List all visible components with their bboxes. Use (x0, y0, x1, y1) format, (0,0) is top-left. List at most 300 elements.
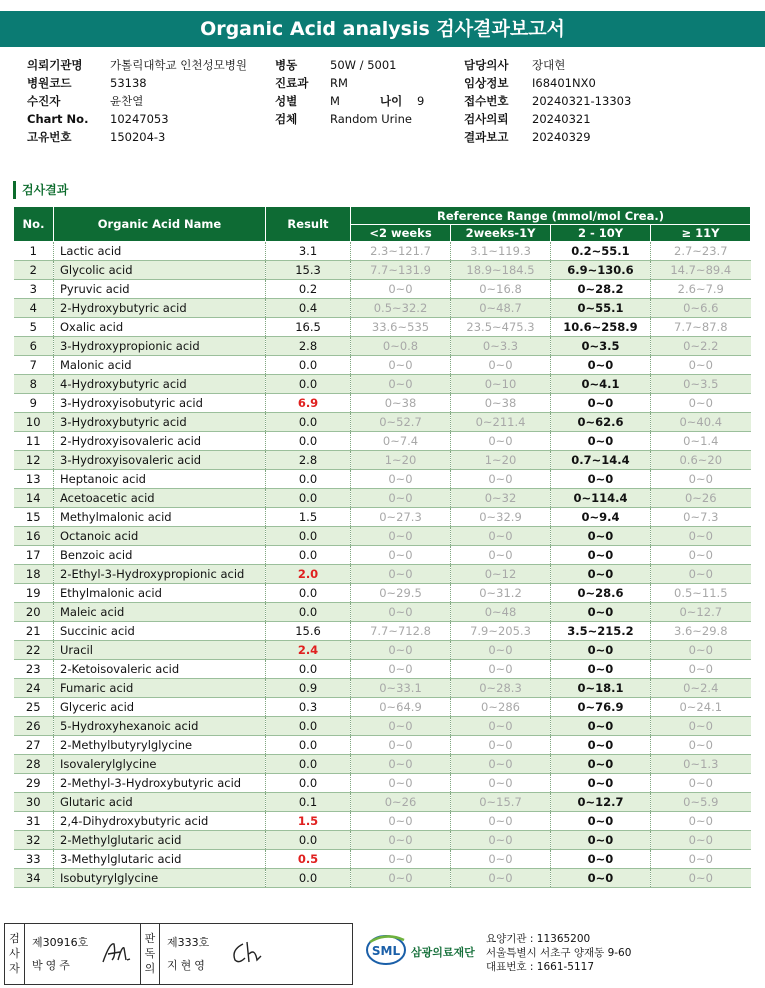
cell-result: 15.6 (266, 622, 351, 641)
cell-ref-2w1y: 23.5~475.3 (451, 318, 551, 337)
cell-ref-ge11y: 0~0 (651, 812, 751, 831)
cell-ref-ge11y: 0~7.3 (651, 508, 751, 527)
cell-ref-2-10y: 0~0 (551, 869, 651, 888)
cell-name: Glyceric acid (54, 698, 266, 717)
cell-ref-lt2w: 0~29.5 (351, 584, 451, 603)
cell-no: 2 (14, 261, 54, 280)
cell-ref-2w1y: 3.1~119.3 (451, 242, 551, 261)
patient-label: 수진자 (27, 94, 61, 108)
cell-ref-2-10y: 0~4.1 (551, 375, 651, 394)
cell-ref-2-10y: 0~0 (551, 812, 651, 831)
cell-ref-2-10y: 0~0 (551, 774, 651, 793)
table-row (14, 565, 751, 584)
inspector-signature-icon (100, 938, 132, 966)
cell-ref-2-10y: 6.9~130.6 (551, 261, 651, 280)
table-row (14, 850, 751, 869)
cell-ref-2w1y: 0~0 (451, 356, 551, 375)
cell-name: 2-Methyl-3-Hydroxybutyric acid (54, 774, 266, 793)
cell-ref-2w1y: 0~0 (451, 546, 551, 565)
cell-no: 29 (14, 774, 54, 793)
cell-result: 1.5 (266, 508, 351, 527)
table-row (14, 812, 751, 831)
cell-result: 0.0 (266, 546, 351, 565)
table-row (14, 299, 751, 318)
cell-ref-2w1y: 0~0 (451, 470, 551, 489)
cell-ref-2-10y: 0~0 (551, 850, 651, 869)
cell-result: 0.1 (266, 793, 351, 812)
cell-no: 30 (14, 793, 54, 812)
cell-name: 2,4-Dihydroxybutyric acid (54, 812, 266, 831)
cell-name: Fumaric acid (54, 679, 266, 698)
sex-value: M (330, 94, 340, 108)
table-row (14, 641, 751, 660)
table-row (14, 831, 751, 850)
cell-ref-lt2w: 0~0 (351, 489, 451, 508)
cell-no: 20 (14, 603, 54, 622)
cell-ref-2w1y: 18.9~184.5 (451, 261, 551, 280)
header-ref-2w1y: 2weeks-1Y (451, 225, 551, 242)
header-result: Result (266, 207, 351, 242)
cell-ref-2-10y: 0~0 (551, 603, 651, 622)
cell-ref-2w1y: 7.9~205.3 (451, 622, 551, 641)
inspector-cell (26, 924, 140, 984)
cell-no: 22 (14, 641, 54, 660)
chart-value: 10247053 (110, 112, 169, 126)
cell-no: 19 (14, 584, 54, 603)
cell-name: 2-Ethyl-3-Hydroxypropionic acid (54, 565, 266, 584)
cell-ref-2w1y: 0~0 (451, 432, 551, 451)
cell-result: 2.0 (266, 565, 351, 584)
table-row (14, 242, 751, 261)
cell-name: 2-Methylbutyrylglycine (54, 736, 266, 755)
patient-name: 윤찬열 (110, 94, 144, 108)
table-row (14, 280, 751, 299)
table-row (14, 261, 751, 280)
table-row (14, 432, 751, 451)
cell-ref-lt2w: 0~0 (351, 660, 451, 679)
cell-ref-2w1y: 0~0 (451, 717, 551, 736)
cell-ref-2-10y: 0~0 (551, 470, 651, 489)
cell-ref-ge11y: 0~1.4 (651, 432, 751, 451)
patient-info (27, 56, 747, 146)
cell-ref-ge11y: 0~26 (651, 489, 751, 508)
svg-text:SML: SML (371, 944, 401, 958)
cell-result: 0.0 (266, 432, 351, 451)
table-row (14, 755, 751, 774)
cell-ref-2-10y: 0~0 (551, 432, 651, 451)
table-row (14, 660, 751, 679)
cell-ref-lt2w: 33.6~535 (351, 318, 451, 337)
cell-name: Malonic acid (54, 356, 266, 375)
table-row (14, 679, 751, 698)
cell-result: 0.5 (266, 850, 351, 869)
report-title: Organic Acid analysis 검사결과보고서 (0, 11, 765, 47)
report-label: 결과보고 (464, 130, 509, 144)
cell-ref-lt2w: 0~0 (351, 831, 451, 850)
header-ref-ge11y: ≥ 11Y (651, 225, 751, 242)
cell-ref-2-10y: 0~28.2 (551, 280, 651, 299)
cell-name: 3-Hydroxyisobutyric acid (54, 394, 266, 413)
reviewer-signature-icon (227, 938, 267, 966)
hospital-code-label: 병원코드 (27, 76, 72, 90)
cell-ref-2-10y: 0~55.1 (551, 299, 651, 318)
receipt-value: 20240321-13303 (532, 94, 632, 108)
hospital-value: 가톨릭대학교 인천성모병원 (110, 58, 247, 72)
cell-ref-lt2w: 0~0 (351, 774, 451, 793)
cell-no: 28 (14, 755, 54, 774)
cell-ref-2w1y: 0~0 (451, 812, 551, 831)
results-table (13, 206, 751, 888)
cell-ref-ge11y: 0~24.1 (651, 698, 751, 717)
doctor-label: 담당의사 (464, 58, 509, 72)
cell-name: Glycolic acid (54, 261, 266, 280)
cell-result: 2.4 (266, 641, 351, 660)
header-no: No. (14, 207, 54, 242)
cell-no: 18 (14, 565, 54, 584)
cell-ref-2w1y: 0~0 (451, 527, 551, 546)
cell-ref-2-10y: 0~3.5 (551, 337, 651, 356)
cell-ref-ge11y: 0~0 (651, 774, 751, 793)
cell-no: 26 (14, 717, 54, 736)
table-row (14, 337, 751, 356)
cell-no: 34 (14, 869, 54, 888)
cell-name: Lactic acid (54, 242, 266, 261)
cell-ref-2w1y: 0~28.3 (451, 679, 551, 698)
cell-no: 1 (14, 242, 54, 261)
cell-ref-ge11y: 0~2.2 (651, 337, 751, 356)
table-row (14, 508, 751, 527)
cell-name: 2-Ketoisovaleric acid (54, 660, 266, 679)
cell-ref-lt2w: 0~0 (351, 641, 451, 660)
cell-name: 3-Methylglutaric acid (54, 850, 266, 869)
cell-name: 5-Hydroxyhexanoic acid (54, 717, 266, 736)
cell-ref-lt2w: 0~0 (351, 546, 451, 565)
cell-ref-ge11y: 0~0 (651, 394, 751, 413)
cell-ref-lt2w: 0~0 (351, 470, 451, 489)
cell-name: Acetoacetic acid (54, 489, 266, 508)
cell-no: 17 (14, 546, 54, 565)
cell-ref-lt2w: 0~0 (351, 755, 451, 774)
cell-ref-2-10y: 0~0 (551, 565, 651, 584)
cell-ref-2-10y: 0~114.4 (551, 489, 651, 508)
org-phone: 대표번호 : 1661-5117 (486, 961, 595, 973)
table-row (14, 717, 751, 736)
reviewer-label: 판 독 의 (140, 924, 160, 984)
cell-ref-ge11y: 0~0 (651, 641, 751, 660)
unique-value: 150204-3 (110, 130, 166, 144)
cell-ref-ge11y: 0~0 (651, 850, 751, 869)
unique-label: 고유번호 (27, 130, 72, 144)
cell-no: 33 (14, 850, 54, 869)
cell-no: 23 (14, 660, 54, 679)
cell-result: 0.9 (266, 679, 351, 698)
hospital-label: 의뢰기관명 (27, 58, 83, 72)
cell-result: 0.0 (266, 736, 351, 755)
cell-ref-lt2w: 0~0 (351, 869, 451, 888)
cell-name: Benzoic acid (54, 546, 266, 565)
cell-name: 4-Hydroxybutyric acid (54, 375, 266, 394)
cell-result: 2.8 (266, 451, 351, 470)
cell-no: 25 (14, 698, 54, 717)
cell-no: 13 (14, 470, 54, 489)
org-address: 서울특별시 서초구 양재동 9-60 (486, 947, 632, 959)
cell-ref-2-10y: 0~0 (551, 356, 651, 375)
cell-result: 0.0 (266, 774, 351, 793)
table-row (14, 793, 751, 812)
cell-name: 3-Hydroxypropionic acid (54, 337, 266, 356)
cell-ref-2-10y: 0~9.4 (551, 508, 651, 527)
cell-result: 0.3 (266, 698, 351, 717)
cell-ref-lt2w: 0~33.1 (351, 679, 451, 698)
cell-result: 0.0 (266, 413, 351, 432)
cell-no: 27 (14, 736, 54, 755)
cell-no: 14 (14, 489, 54, 508)
cell-name: 3-Hydroxybutyric acid (54, 413, 266, 432)
request-label: 검사의뢰 (464, 112, 509, 126)
reviewer-license: 제333호 (167, 936, 210, 949)
cell-no: 21 (14, 622, 54, 641)
cell-result: 0.0 (266, 527, 351, 546)
cell-ref-ge11y: 0~0 (651, 660, 751, 679)
cell-result: 6.9 (266, 394, 351, 413)
specimen-label: 검체 (275, 112, 298, 126)
section-title: 검사결과 (13, 181, 68, 199)
cell-no: 11 (14, 432, 54, 451)
cell-ref-lt2w: 0~0 (351, 736, 451, 755)
cell-name: Isovalerylglycine (54, 755, 266, 774)
cell-ref-lt2w: 1~20 (351, 451, 451, 470)
cell-ref-2w1y: 0~0 (451, 831, 551, 850)
cell-ref-2w1y: 0~48.7 (451, 299, 551, 318)
cell-ref-lt2w: 0.5~32.2 (351, 299, 451, 318)
table-row (14, 394, 751, 413)
cell-no: 7 (14, 356, 54, 375)
cell-result: 0.0 (266, 375, 351, 394)
cell-ref-2w1y: 0~48 (451, 603, 551, 622)
cell-result: 16.5 (266, 318, 351, 337)
cell-ref-lt2w: 0~0 (351, 356, 451, 375)
hospital-code-value: 53138 (110, 76, 147, 90)
cell-no: 32 (14, 831, 54, 850)
cell-ref-ge11y: 0~0 (651, 869, 751, 888)
cell-ref-ge11y: 2.7~23.7 (651, 242, 751, 261)
cell-name: 2-Hydroxybutyric acid (54, 299, 266, 318)
table-row (14, 736, 751, 755)
cell-name: Methylmalonic acid (54, 508, 266, 527)
cell-ref-ge11y: 0~0 (651, 831, 751, 850)
cell-result: 0.4 (266, 299, 351, 318)
table-row (14, 356, 751, 375)
cell-ref-lt2w: 0~64.9 (351, 698, 451, 717)
request-value: 20240321 (532, 112, 591, 126)
cell-name: Isobutyrylglycine (54, 869, 266, 888)
cell-ref-ge11y: 7.7~87.8 (651, 318, 751, 337)
cell-ref-2-10y: 0~12.7 (551, 793, 651, 812)
cell-ref-lt2w: 0~0 (351, 527, 451, 546)
cell-ref-lt2w: 0~0 (351, 375, 451, 394)
clinical-label: 임상정보 (464, 76, 509, 90)
cell-no: 4 (14, 299, 54, 318)
table-row (14, 489, 751, 508)
cell-ref-2w1y: 1~20 (451, 451, 551, 470)
cell-name: Glutaric acid (54, 793, 266, 812)
age-label: 나이 (380, 94, 403, 108)
cell-ref-2-10y: 0~0 (551, 755, 651, 774)
cell-ref-2-10y: 0~76.9 (551, 698, 651, 717)
table-row (14, 451, 751, 470)
cell-name: Pyruvic acid (54, 280, 266, 299)
cell-ref-ge11y: 14.7~89.4 (651, 261, 751, 280)
cell-ref-ge11y: 0.5~11.5 (651, 584, 751, 603)
cell-ref-ge11y: 0~1.3 (651, 755, 751, 774)
cell-ref-lt2w: 0~0 (351, 565, 451, 584)
cell-ref-2w1y: 0~0 (451, 850, 551, 869)
cell-ref-2w1y: 0~32 (451, 489, 551, 508)
cell-name: Heptanoic acid (54, 470, 266, 489)
ward-label: 병동 (275, 58, 298, 72)
cell-ref-ge11y: 0~0 (651, 736, 751, 755)
cell-no: 24 (14, 679, 54, 698)
cell-result: 0.2 (266, 280, 351, 299)
org-info (486, 932, 631, 974)
cell-no: 31 (14, 812, 54, 831)
org-name: 삼광의료재단 (411, 946, 475, 959)
cell-ref-2w1y: 0~0 (451, 774, 551, 793)
cell-ref-2-10y: 0~0 (551, 717, 651, 736)
table-row (14, 622, 751, 641)
cell-ref-lt2w: 0~38 (351, 394, 451, 413)
cell-ref-2w1y: 0~31.2 (451, 584, 551, 603)
cell-ref-2-10y: 0~0 (551, 527, 651, 546)
cell-result: 1.5 (266, 812, 351, 831)
cell-result: 2.8 (266, 337, 351, 356)
cell-ref-ge11y: 0~0 (651, 546, 751, 565)
table-row (14, 698, 751, 717)
cell-result: 0.0 (266, 584, 351, 603)
inspector-label: 검 사 자 (5, 924, 25, 984)
cell-ref-2-10y: 0.7~14.4 (551, 451, 651, 470)
cell-ref-ge11y: 3.6~29.8 (651, 622, 751, 641)
cell-ref-2-10y: 0~0 (551, 736, 651, 755)
cell-ref-2-10y: 0~0 (551, 660, 651, 679)
cell-ref-lt2w: 0~27.3 (351, 508, 451, 527)
reviewer-name: 지현영 (167, 959, 208, 972)
receipt-label: 접수번호 (464, 94, 509, 108)
doctor-value: 장대현 (532, 58, 566, 72)
cell-no: 3 (14, 280, 54, 299)
cell-ref-ge11y: 0~0 (651, 356, 751, 375)
cell-result: 0.0 (266, 470, 351, 489)
table-row (14, 527, 751, 546)
signature-box (4, 923, 353, 985)
sml-logo-icon (366, 930, 410, 968)
cell-ref-2-10y: 0~28.6 (551, 584, 651, 603)
cell-ref-lt2w: 0~0 (351, 717, 451, 736)
cell-ref-2w1y: 0~0 (451, 755, 551, 774)
header-ref-2-10y: 2 - 10Y (551, 225, 651, 242)
reviewer-cell (161, 924, 351, 984)
cell-name: Uracil (54, 641, 266, 660)
cell-ref-2w1y: 0~15.7 (451, 793, 551, 812)
cell-result: 3.1 (266, 242, 351, 261)
cell-ref-lt2w: 2.3~121.7 (351, 242, 451, 261)
cell-no: 8 (14, 375, 54, 394)
cell-no: 10 (14, 413, 54, 432)
header-ref-lt2w: <2 weeks (351, 225, 451, 242)
table-row (14, 603, 751, 622)
ward-value: 50W / 5001 (330, 58, 397, 72)
cell-ref-2w1y: 0~286 (451, 698, 551, 717)
header-name: Organic Acid Name (54, 207, 266, 242)
cell-result: 0.0 (266, 603, 351, 622)
cell-name: Octanoic acid (54, 527, 266, 546)
table-row (14, 584, 751, 603)
cell-no: 16 (14, 527, 54, 546)
cell-ref-lt2w: 0~0 (351, 850, 451, 869)
report-value: 20240329 (532, 130, 591, 144)
cell-ref-2w1y: 0~0 (451, 660, 551, 679)
cell-ref-2w1y: 0~12 (451, 565, 551, 584)
clinical-value: I68401NX0 (532, 76, 596, 90)
cell-ref-lt2w: 0~0 (351, 603, 451, 622)
dept-value: RM (330, 76, 348, 90)
cell-ref-2w1y: 0~32.9 (451, 508, 551, 527)
specimen-value: Random Urine (330, 112, 412, 126)
cell-ref-2-10y: 0~0 (551, 394, 651, 413)
cell-result: 0.0 (266, 717, 351, 736)
cell-ref-ge11y: 0.6~20 (651, 451, 751, 470)
cell-no: 15 (14, 508, 54, 527)
cell-ref-2-10y: 0~0 (551, 831, 651, 850)
cell-ref-ge11y: 0~0 (651, 717, 751, 736)
cell-ref-ge11y: 0~12.7 (651, 603, 751, 622)
chart-label: Chart No. (27, 112, 89, 126)
cell-ref-2w1y: 0~211.4 (451, 413, 551, 432)
cell-ref-lt2w: 0~7.4 (351, 432, 451, 451)
age-value: 9 (417, 94, 425, 108)
cell-ref-lt2w: 0~0 (351, 280, 451, 299)
inspector-name: 박영주 (32, 959, 73, 972)
cell-ref-ge11y: 0~0 (651, 527, 751, 546)
table-row (14, 318, 751, 337)
cell-result: 15.3 (266, 261, 351, 280)
cell-ref-lt2w: 0~26 (351, 793, 451, 812)
cell-ref-2-10y: 3.5~215.2 (551, 622, 651, 641)
cell-ref-2w1y: 0~0 (451, 869, 551, 888)
cell-result: 0.0 (266, 831, 351, 850)
cell-ref-ge11y: 0~5.9 (651, 793, 751, 812)
cell-name: Succinic acid (54, 622, 266, 641)
cell-result: 0.0 (266, 660, 351, 679)
sex-label: 성별 (275, 94, 298, 108)
cell-ref-2w1y: 0~16.8 (451, 280, 551, 299)
cell-name: Maleic acid (54, 603, 266, 622)
cell-name: 2-Methylglutaric acid (54, 831, 266, 850)
cell-ref-lt2w: 7.7~131.9 (351, 261, 451, 280)
dept-label: 진료과 (275, 76, 309, 90)
org-code: 요양기관 : 11365200 (486, 933, 591, 945)
cell-ref-2w1y: 0~3.3 (451, 337, 551, 356)
cell-ref-2w1y: 0~0 (451, 641, 551, 660)
cell-no: 6 (14, 337, 54, 356)
cell-name: 2-Hydroxyisovaleric acid (54, 432, 266, 451)
cell-ref-2-10y: 0~0 (551, 641, 651, 660)
header-reference-range: Reference Range (mmol/mol Crea.) (351, 207, 751, 225)
cell-ref-2-10y: 0.2~55.1 (551, 242, 651, 261)
cell-ref-lt2w: 7.7~712.8 (351, 622, 451, 641)
cell-ref-ge11y: 2.6~7.9 (651, 280, 751, 299)
table-row (14, 470, 751, 489)
